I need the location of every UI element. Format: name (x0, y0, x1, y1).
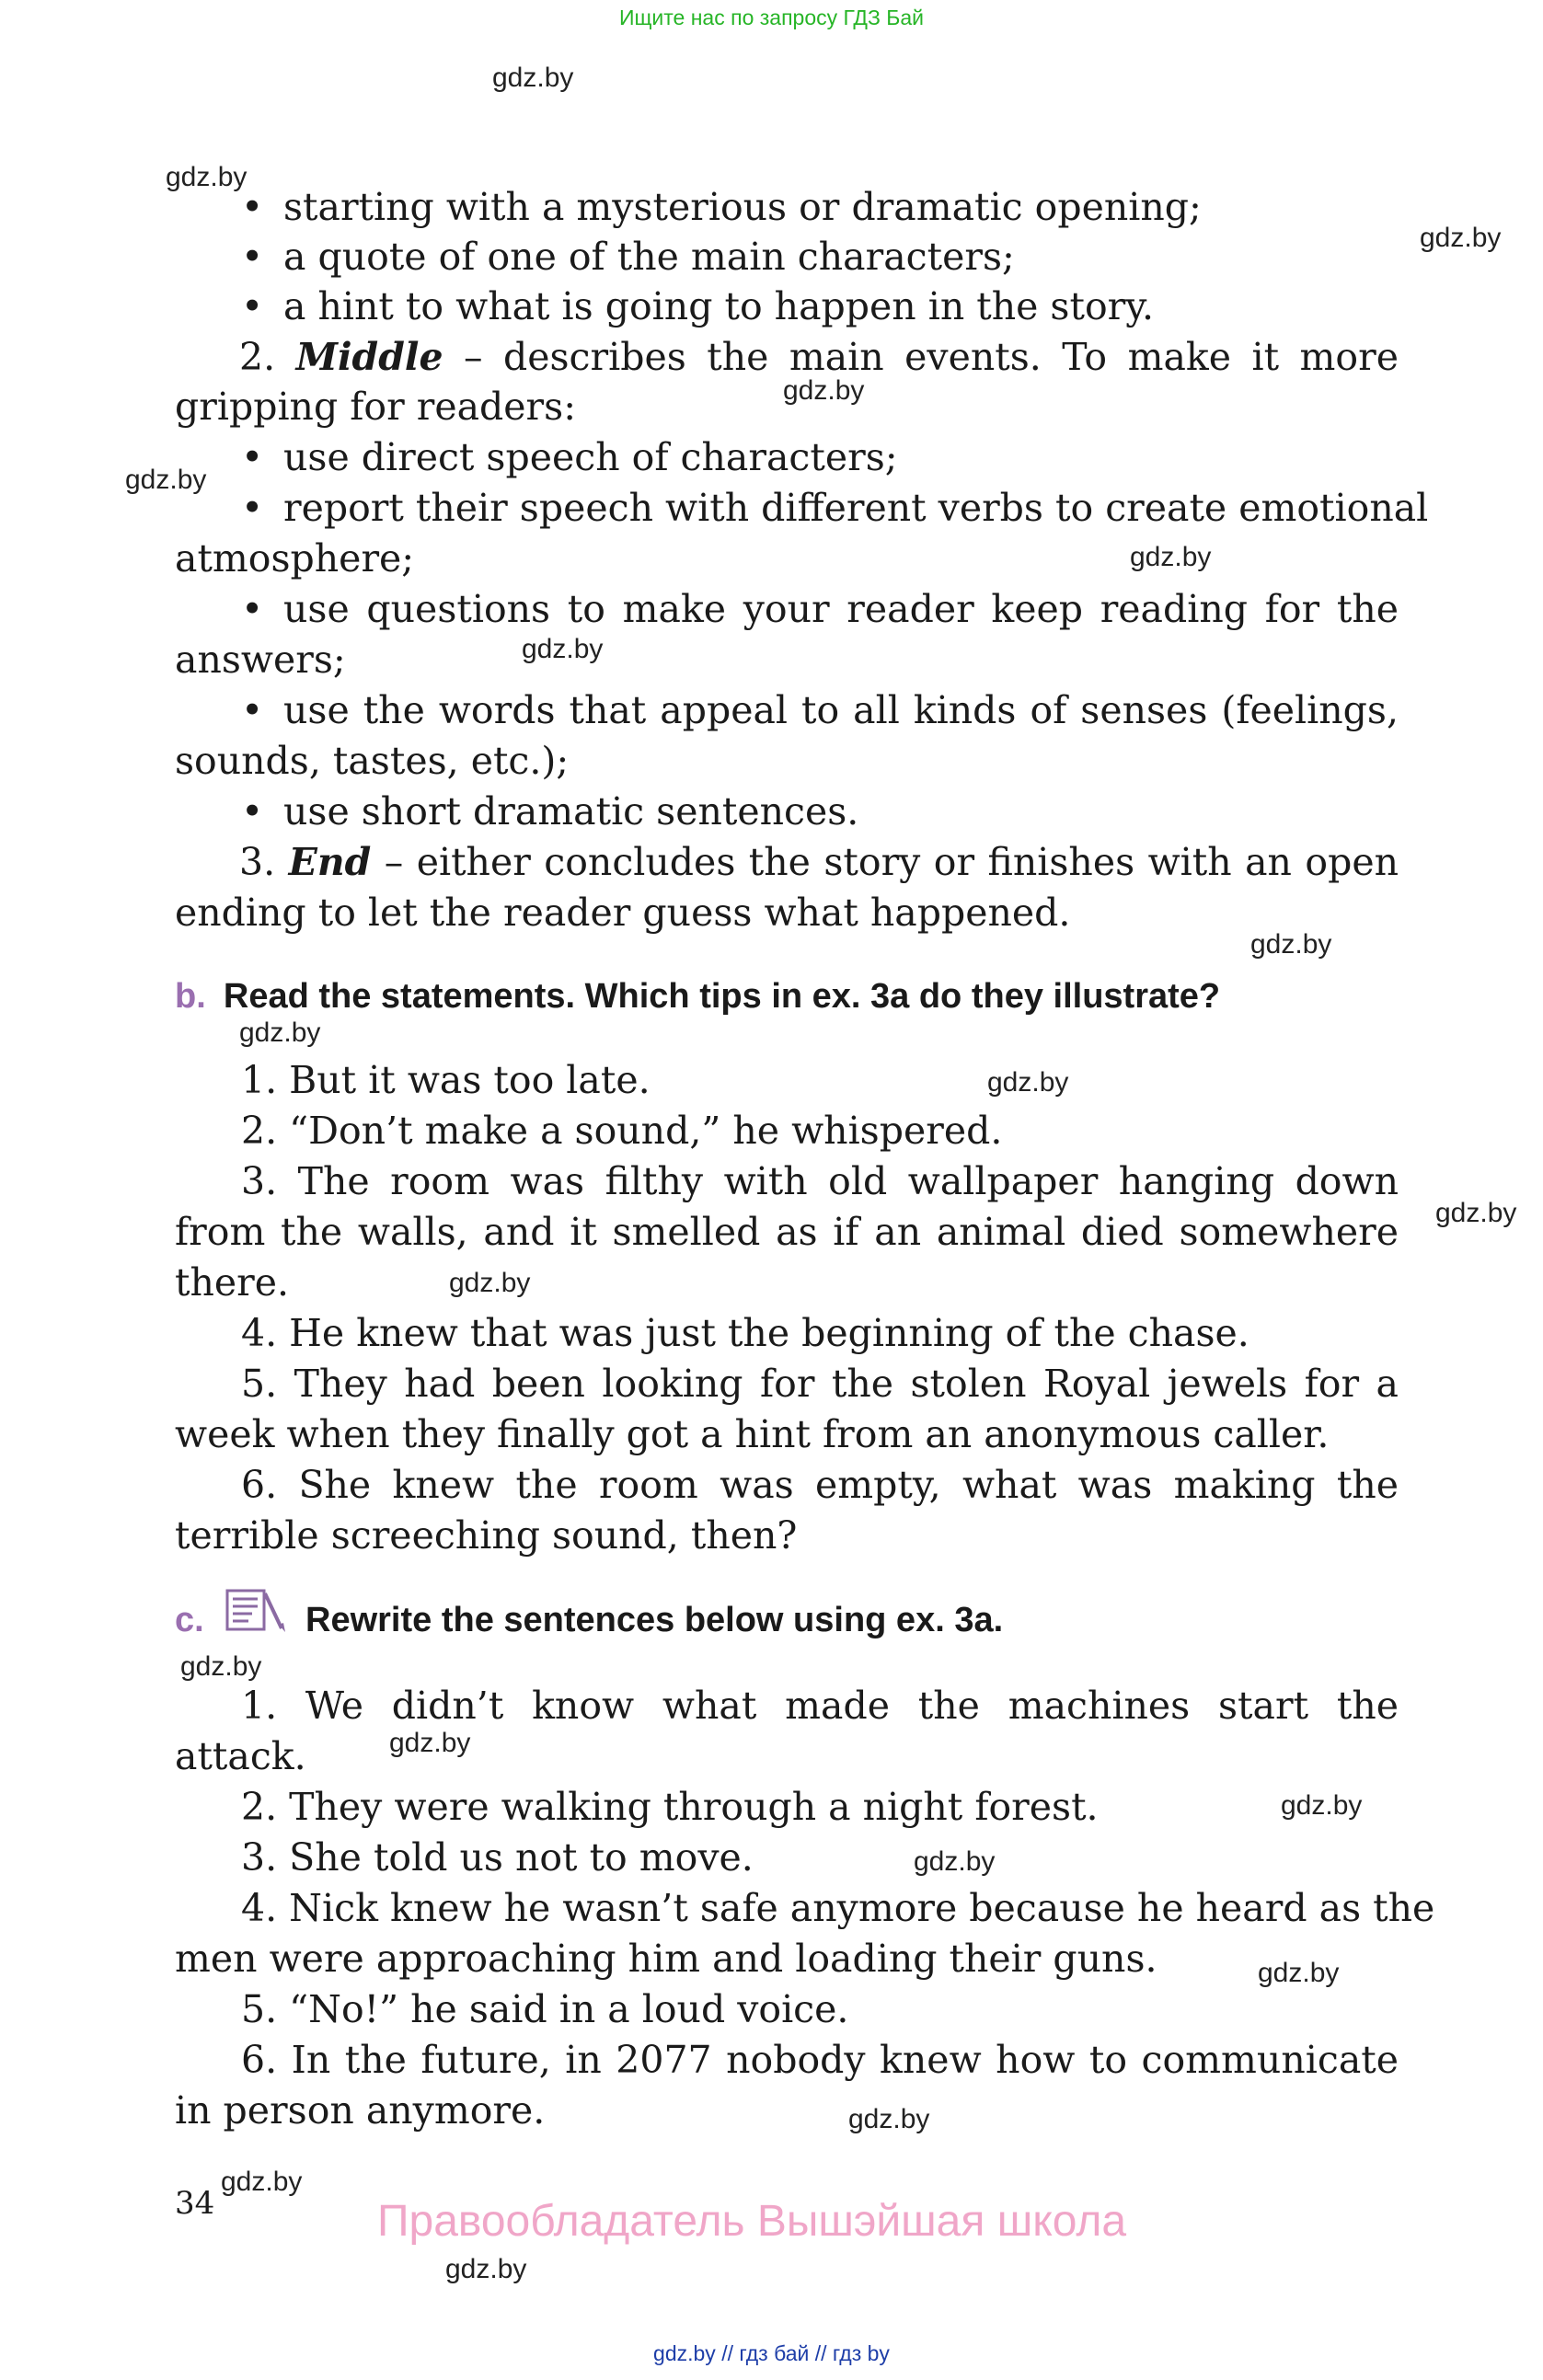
sentence: 1. We didn’t know what made the machines start the (241, 1684, 1399, 1728)
sentence: 5. “No!” he said in a loud voice. (241, 1987, 849, 2031)
task-letter: c. (175, 1601, 204, 1639)
watermark: gdz.by (783, 375, 865, 406)
sentence: 3. She told us not to move. (241, 1835, 754, 1880)
watermark: gdz.by (848, 2104, 930, 2134)
end-definition-line: ending to let the reader guess what happened. (175, 891, 1071, 935)
bullet-continuation: answers; (175, 638, 346, 682)
statement: 2. “Don’t make a sound,” he whispered. (241, 1109, 1003, 1153)
watermark: gdz.by (180, 1651, 262, 1682)
end-definition-line: 3. End – either concludes the story or finishes with an open (239, 840, 1399, 884)
sentence: 4. Nick knew he wasn’t safe anymore because he heard as the (241, 1886, 1435, 1930)
watermark: gdz.by (389, 1728, 471, 1758)
header-banner: Ищите нас по запросу ГДЗ Бай (618, 6, 925, 29)
bullet-item: • report their speech with different verbs to create emotional (241, 486, 1429, 530)
task-letter: b. (175, 977, 206, 1016)
task-b-heading (175, 977, 1220, 1017)
watermark: gdz.by (239, 1018, 321, 1048)
task-c-heading (175, 1601, 204, 1640)
statement-continuation: there. (175, 1260, 290, 1305)
watermark: gdz.by (914, 1846, 996, 1877)
watermark: gdz.by (449, 1268, 531, 1298)
statement: 1. But it was too late. (241, 1058, 651, 1102)
watermark: gdz.by (1281, 1790, 1363, 1821)
bullet-item: • starting with a mysterious or dramatic opening; (241, 185, 1202, 229)
bullet-item: • use the words that appeal to all kinds of senses (feelings, (241, 688, 1399, 732)
bullet-item: • use short dramatic sentences. (241, 789, 859, 834)
watermark: gdz.by (445, 2254, 527, 2284)
bullet-continuation: sounds, tastes, etc.); (175, 739, 570, 783)
watermark: gdz.by (221, 2167, 303, 2197)
statement-continuation: terrible screeching sound, then? (175, 1513, 798, 1558)
statement-continuation: from the walls, and it smelled as if an animal died somewhere (175, 1210, 1399, 1254)
watermark: gdz.by (492, 63, 574, 93)
watermark: gdz.by (166, 162, 248, 192)
footer-links: gdz.by // гдз бай // гдз by (653, 2341, 890, 2365)
watermark: gdz.by (987, 1067, 1069, 1098)
bullet-item: • use direct speech of characters; (241, 435, 898, 479)
watermark: gdz.by (125, 465, 207, 495)
watermark: gdz.by (522, 634, 604, 664)
watermark: gdz.by (1258, 1958, 1340, 1988)
middle-definition-line: gripping for readers: (175, 385, 577, 429)
statement: 3. The room was filthy with old wallpaper hanging down (241, 1159, 1399, 1203)
bullet-item: • a quote of one of the main characters; (241, 235, 1015, 279)
sentence-continuation: men were approaching him and loading their guns. (175, 1937, 1157, 1981)
bullet-continuation: atmosphere; (175, 536, 415, 581)
watermark: gdz.by (1435, 1198, 1517, 1228)
sentence: 6. In the future, in 2077 nobody knew how to communicate (241, 2038, 1399, 2082)
sentence: 2. They were walking through a night forest. (241, 1785, 1099, 1829)
bullet-item: • use questions to make your reader keep reading for the (241, 587, 1399, 631)
bullet-item: • a hint to what is going to happen in the story. (241, 284, 1154, 328)
statement: 5. They had been looking for the stolen Royal jewels for a (241, 1362, 1399, 1406)
task-instruction: Read the statements. Which tips in ex. 3a do they illustrate? (223, 977, 1221, 1016)
watermark: gdz.by (1250, 929, 1332, 960)
watermark: gdz.by (1130, 542, 1212, 572)
statement: 6. She knew the room was empty, what was making the (241, 1463, 1399, 1507)
statement-continuation: week when they finally got a hint from an anonymous caller. (175, 1412, 1330, 1456)
sentence-continuation: attack. (175, 1734, 306, 1778)
rights-holder: Правообладатель Вышэйшая школа (377, 2197, 1127, 2246)
watermark: gdz.by (1420, 223, 1502, 253)
sentence-continuation: in person anymore. (175, 2088, 546, 2133)
task-instruction: Rewrite the sentences below using ex. 3a. (305, 1601, 1004, 1639)
statement: 4. He knew that was just the beginning of the chase. (241, 1311, 1249, 1355)
page-number: 34 (175, 2185, 215, 2222)
writing-icon (225, 1588, 287, 1634)
middle-definition-line: 2. Middle – describes the main events. To make it more (239, 335, 1399, 379)
